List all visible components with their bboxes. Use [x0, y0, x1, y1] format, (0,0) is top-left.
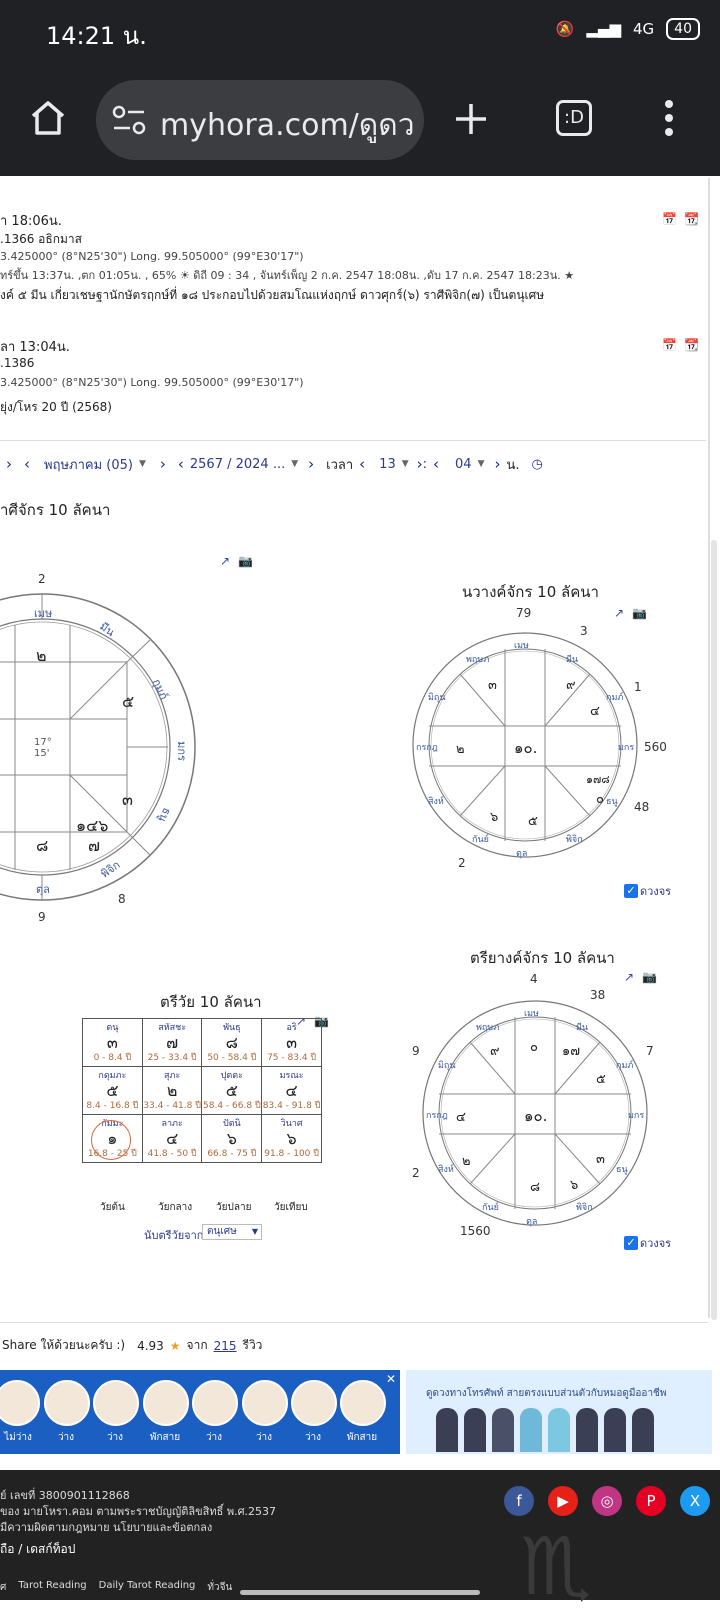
chevron-left-icon[interactable]: ‹ [24, 455, 30, 473]
house-value: ๙ [490, 1044, 500, 1059]
table-cell: ปุตตะ ๕ 58.4 - 66.8 ปี [202, 1067, 262, 1115]
info2-coords: 3.425000° (8°N25'30") Long. 99.505000° (99°E30'17") [0, 376, 304, 389]
calendar-check-icon[interactable]: 📆 [684, 212, 699, 226]
table-row [83, 1115, 322, 1163]
sign-label: มีน [576, 1023, 589, 1033]
divider [0, 440, 706, 441]
sign-label: ตุล [36, 883, 50, 896]
sign-label: พฤษภ [476, 1023, 500, 1033]
house-value: ๗ [88, 836, 101, 855]
status-icons [556, 18, 700, 40]
open-external-icon[interactable]: ↗ [614, 606, 625, 620]
sign-label: สิงห์ [438, 1165, 454, 1175]
browser-toolbar [0, 64, 720, 176]
camera-icon[interactable]: 📷 [314, 1014, 329, 1028]
trivai-table [82, 1018, 322, 1163]
ad-status: ว่าง [106, 1432, 124, 1443]
sign-label: พิจิก [98, 858, 123, 881]
house-value: ๕ [528, 814, 538, 829]
dropdown-icon: ▼ [477, 459, 485, 469]
month-select[interactable]: พฤษภาคม (05) [44, 457, 133, 473]
time-colon: : [422, 456, 428, 472]
ad-status: พักสาย [346, 1432, 378, 1443]
chevron-left-icon[interactable]: ‹ [177, 455, 184, 473]
check-icon[interactable]: ✓ [624, 1236, 638, 1250]
content-border [708, 178, 710, 1318]
calendar-icon[interactable]: 📅 [662, 338, 677, 352]
camera-icon[interactable]: 📷 [238, 554, 253, 568]
sign-label: กันย์ [472, 835, 489, 845]
divider [0, 1322, 708, 1323]
sign-label: กันย์ [482, 1203, 499, 1213]
check-icon[interactable]: ✓ [624, 884, 638, 898]
highlight-circle [91, 1120, 131, 1160]
age-label: วัยต้น [100, 1202, 125, 1213]
close-ad-icon[interactable]: ✕ [385, 1372, 396, 1386]
advertisement-astrologers[interactable] [0, 1370, 400, 1454]
nav-num: 2 [458, 856, 466, 870]
signal-icon: ▂▄▆ [586, 20, 621, 38]
sign-label: กรกฎ [426, 1111, 448, 1121]
main-num-bottom-right: 8 [118, 892, 126, 906]
sign-label: มิถุน [428, 693, 446, 703]
pinterest-icon[interactable]: P [636, 1486, 666, 1516]
house-value: ๙ [566, 678, 576, 693]
info1-lagna: งค์ ๕ มีน เกี่ยวเชษฐานักษัตรฤกษ์ที่ ๑๘ ประกอบไปด้วยสมโณแห่งฤกษ์ ดาวศุกร์(๖) ราศีพิจิก(๗) เป็นตนุเศษ [0, 288, 545, 302]
table-row [83, 1019, 322, 1067]
footer-link[interactable]: Tarot Reading [18, 1580, 87, 1591]
avatar[interactable] [340, 1380, 386, 1426]
age-label: วัยปลาย [216, 1202, 252, 1213]
url-bar[interactable] [96, 80, 424, 160]
house-value: ๑๗๘ [586, 773, 610, 786]
info1-time: า 18:06น. [0, 214, 62, 229]
triyang-title: ตรียางค์จักร 10 ลัคนา [470, 949, 615, 967]
dropdown-icon: ▼ [291, 459, 299, 469]
sign-label: มกร [628, 1111, 645, 1121]
table-cell: พันธุ ๘ 50 - 58.4 ปี [202, 1019, 262, 1067]
home-icon[interactable] [28, 98, 68, 138]
footer-link[interactable]: Daily Tarot Reading [98, 1580, 196, 1591]
sign-label: กุมภ์ [149, 676, 171, 702]
sign-label: สิงห์ [428, 797, 444, 807]
sign-label: เมษ [514, 641, 529, 651]
dropdown-icon: ▼ [138, 459, 146, 469]
scrollbar[interactable] [711, 540, 717, 1320]
nav-num: 3 [580, 624, 588, 638]
info1-moon: ทร์ขึ้น 13:37น. ,ตก 01:05น. , 65% ☀ ดิถี 09 : 34 , จันทร์เพ็ญ 2 ก.ค. 2547 18:08น. ,ดับ 17 ก.ค. 2547 18:23น. ★ [0, 269, 575, 282]
mute-icon: 🔕 [555, 20, 575, 38]
house-value: ๐ [596, 792, 604, 807]
sign-label: เมษ [524, 1009, 539, 1019]
house-value: ๑๗ [562, 1044, 581, 1059]
sign-label: ธนู [616, 1165, 628, 1175]
house-value: ๒ [462, 1154, 471, 1169]
calendar-check-icon[interactable]: 📆 [684, 338, 699, 352]
main-chart-title: าศีจักร 10 ลัคนา [0, 501, 111, 519]
sign-label: มีน [97, 619, 117, 639]
footer-links [0, 1580, 232, 1595]
time-unit: น. [506, 457, 520, 473]
more-options-icon[interactable] [664, 98, 674, 138]
house-value: ๐ [530, 1040, 538, 1055]
new-tab-icon[interactable] [454, 102, 488, 136]
status-time: 14:21 น. [46, 22, 147, 50]
table-cell: สหัสชะ ๗ 25 - 33.4 ปี [142, 1019, 202, 1067]
ad-status: พักสาย [149, 1432, 181, 1443]
ad-people [436, 1408, 686, 1452]
dropdown-icon: ▼ [401, 459, 409, 469]
open-external-icon[interactable]: ↗ [220, 554, 231, 568]
footer-line: ของ มายโหรา.คอม ตามพระราชบัญญัติลิขสิทธิ์ พ.ศ.2537 [0, 1505, 277, 1518]
footer-line[interactable]: มีความผิดตามกฎหมาย นโยบายและข้อตกลง [0, 1521, 213, 1534]
review-label: รีวิว [242, 1338, 263, 1352]
info2-date: .1386 [0, 356, 35, 370]
sign-label: ตุล [526, 1217, 538, 1227]
hour-select[interactable]: 13 [379, 456, 396, 472]
minute-select[interactable]: 04 [455, 456, 472, 472]
navamsa-title: นวางค์จักร 10 ลัคนา [462, 583, 599, 601]
house-value: ๔ [456, 1110, 466, 1125]
date-time-selector [0, 452, 543, 476]
tri-num: 4 [530, 972, 538, 986]
info2-time: ลา 13:04น. [0, 340, 70, 355]
avatar[interactable] [44, 1380, 90, 1426]
sign-label: กรกฎ [416, 743, 438, 753]
sign-label: มิถุน [438, 1061, 456, 1071]
star-icon: ★ [169, 1338, 181, 1353]
table-cell: ปัตนิ ๖ 66.8 - 75 ปี [202, 1115, 262, 1163]
ad-status: ว่าง [304, 1432, 322, 1443]
facebook-icon[interactable]: f [504, 1486, 534, 1516]
house-value: ๘ [530, 1180, 541, 1195]
chevron-right-icon[interactable]: › [416, 455, 423, 473]
age-label: วัยกลาง [158, 1202, 193, 1213]
footer-link[interactable]: ศ [0, 1582, 7, 1593]
time-label: เวลา [326, 457, 354, 473]
youtube-icon[interactable]: ▶ [548, 1486, 578, 1516]
open-external-icon[interactable]: ↗ [624, 970, 635, 984]
site-settings-icon[interactable] [112, 104, 146, 136]
nav-num: 560 [644, 740, 667, 754]
table-cell-highlighted: กัมมะ ๑ 16.8 - 25 ปี [83, 1115, 143, 1163]
avatar[interactable] [0, 1380, 40, 1426]
avatar[interactable] [143, 1380, 189, 1426]
share-text[interactable]: Share ให้ด้วยนะครับ :) [2, 1338, 126, 1352]
house-value: ๑๔๖ [76, 816, 109, 835]
tri-num: 9 [412, 1044, 420, 1058]
house-value: ๖ [570, 1178, 579, 1193]
triyang-transit-checkbox[interactable]: ✓ ดวงจร [624, 1234, 671, 1252]
gesture-bar [240, 1590, 480, 1595]
house-value: ๖ [490, 810, 499, 825]
sign-label: เมษ [34, 607, 53, 620]
x-icon[interactable]: X [680, 1486, 710, 1516]
battery-icon: 40 [666, 18, 700, 40]
table-cell: วินาศ ๖ 91.8 - 100 ปี [262, 1115, 322, 1163]
sign-label: พิจิก [566, 835, 583, 845]
chevron-right-icon[interactable]: › [159, 455, 166, 473]
clock-icon[interactable]: ◷ [531, 456, 543, 472]
chevron-down-icon: ▼ [251, 1227, 258, 1236]
footer-mode-link[interactable]: ถือ / เดสก์ท็อป [0, 1542, 76, 1556]
tab-switcher-icon[interactable]: :D [556, 100, 592, 136]
center-value: ๑๐. [524, 1107, 548, 1125]
main-num-bottom-left: 9 [38, 910, 46, 924]
scorpio-icon: ♏ [520, 1520, 592, 1613]
table-cell: ตนุ ๓ 0 - 8.4 ปี [83, 1019, 143, 1067]
open-external-icon[interactable]: ↗ [296, 1014, 307, 1028]
avatar[interactable] [291, 1380, 337, 1426]
house-value: ๒ [456, 742, 465, 757]
ad-status: ว่าง [57, 1432, 75, 1443]
calendar-icon[interactable]: 📅 [662, 212, 677, 226]
center-degree: 17° 15' [34, 737, 52, 759]
network-label: 4G [633, 20, 655, 38]
avatar[interactable] [93, 1380, 139, 1426]
info1-coords: 3.425000° (8°N25'30") Long. 99.505000° (99°E30'17") [0, 250, 304, 263]
share-rating-row [2, 1336, 262, 1355]
count-from-select[interactable]: ตนุเศษ ▼ [202, 1224, 262, 1240]
sign-label: ธนู [155, 805, 174, 824]
sign-label: มีน [566, 655, 579, 665]
nav-num: 48 [634, 800, 650, 814]
avatar[interactable] [242, 1380, 288, 1426]
count-from-label: นับตรีวัยจาก [144, 1229, 204, 1242]
review-count-link[interactable]: 215 [213, 1338, 237, 1353]
info1-date: .1366 อธิกมาส [0, 232, 82, 246]
sign-label: กุมภ์ [616, 1061, 634, 1071]
table-cell: อริ ๓ 75 - 83.4 ปี [262, 1019, 322, 1067]
status-bar [0, 0, 720, 64]
table-cell: กดุมภะ ๕ 8.4 - 16.8 ปี [83, 1067, 143, 1115]
chevron-right-icon[interactable]: › [494, 455, 501, 473]
sign-label: กุมภ์ [606, 693, 624, 703]
nav-num: 79 [516, 606, 532, 620]
center-value: ๑๐. [514, 739, 538, 757]
footer-link[interactable]: ทั่วจีน [207, 1582, 233, 1593]
ad-status: ว่าง [255, 1432, 273, 1443]
camera-icon[interactable]: 📷 [642, 970, 657, 984]
camera-icon[interactable]: 📷 [632, 606, 647, 620]
table-cell: สุภะ ๒ 33.4 - 41.8 ปี [142, 1067, 202, 1115]
house-value: ๓ [122, 790, 133, 809]
year-select[interactable]: 2567 / 2024 ... [189, 456, 286, 472]
chevron-left-icon[interactable]: ‹ [359, 455, 366, 473]
sign-label: พิจิก [576, 1203, 593, 1213]
house-value: ๒ [36, 646, 47, 665]
chevron-left-icon[interactable]: ‹ [433, 455, 440, 473]
sign-label: พฤษภ [466, 655, 490, 665]
footer-line: ย์ เลขที่ 3800901112868 [0, 1489, 130, 1502]
rating-from: จาก [186, 1338, 208, 1352]
table-cell: ลาภะ ๔ 41.8 - 50 ปี [142, 1115, 202, 1163]
house-value: ๕ [596, 1072, 606, 1087]
ad-status: ไม่ว่าง [4, 1432, 32, 1443]
house-value: ๓ [596, 1152, 605, 1167]
chevron-right-icon[interactable]: › [308, 455, 315, 473]
table-cell: มรณะ ๔ 83.4 - 91.8 ปี [262, 1067, 322, 1115]
house-value: ๕ [122, 692, 135, 711]
house-value: ๔ [590, 704, 600, 719]
sign-label: มกร [174, 741, 188, 761]
advertisement-phone-reading[interactable] [406, 1370, 712, 1454]
info2-age: ยุ่ง/โหร 20 ปี (2568) [0, 400, 112, 414]
navamsa-transit-checkbox[interactable]: ✓ ดวงจร [624, 882, 671, 900]
sign-label: ธนู [606, 797, 618, 807]
trivai-title: ตรีวัย 10 ลัคนา [160, 993, 262, 1011]
main-num-top: 2 [38, 572, 46, 586]
house-value: ๘ [36, 836, 49, 855]
tri-num: 1560 [460, 1224, 491, 1238]
chevron-right-icon[interactable]: › [6, 455, 12, 473]
sign-label: ตุล [516, 849, 528, 859]
tri-num: 7 [646, 1044, 654, 1058]
avatar[interactable] [192, 1380, 238, 1426]
url-text: myhora.com/ดูดว [160, 108, 415, 143]
house-value: ๓ [488, 678, 497, 693]
tri-num: 38 [590, 988, 606, 1002]
sign-label: มกร [618, 743, 635, 753]
ad-status: ว่าง [205, 1432, 223, 1443]
nav-num: 1 [634, 680, 642, 694]
instagram-icon[interactable]: ◎ [592, 1486, 622, 1516]
table-row [83, 1067, 322, 1115]
rating-value: 4.93 [137, 1338, 164, 1353]
ad-text: ดูดวงทางโทรศัพท์ สายตรงแบบส่วนตัวกับหมอดูมืออาชีพ [426, 1388, 667, 1399]
tri-num: 2 [412, 1166, 420, 1180]
age-label: วัยเทียบ [274, 1202, 308, 1213]
